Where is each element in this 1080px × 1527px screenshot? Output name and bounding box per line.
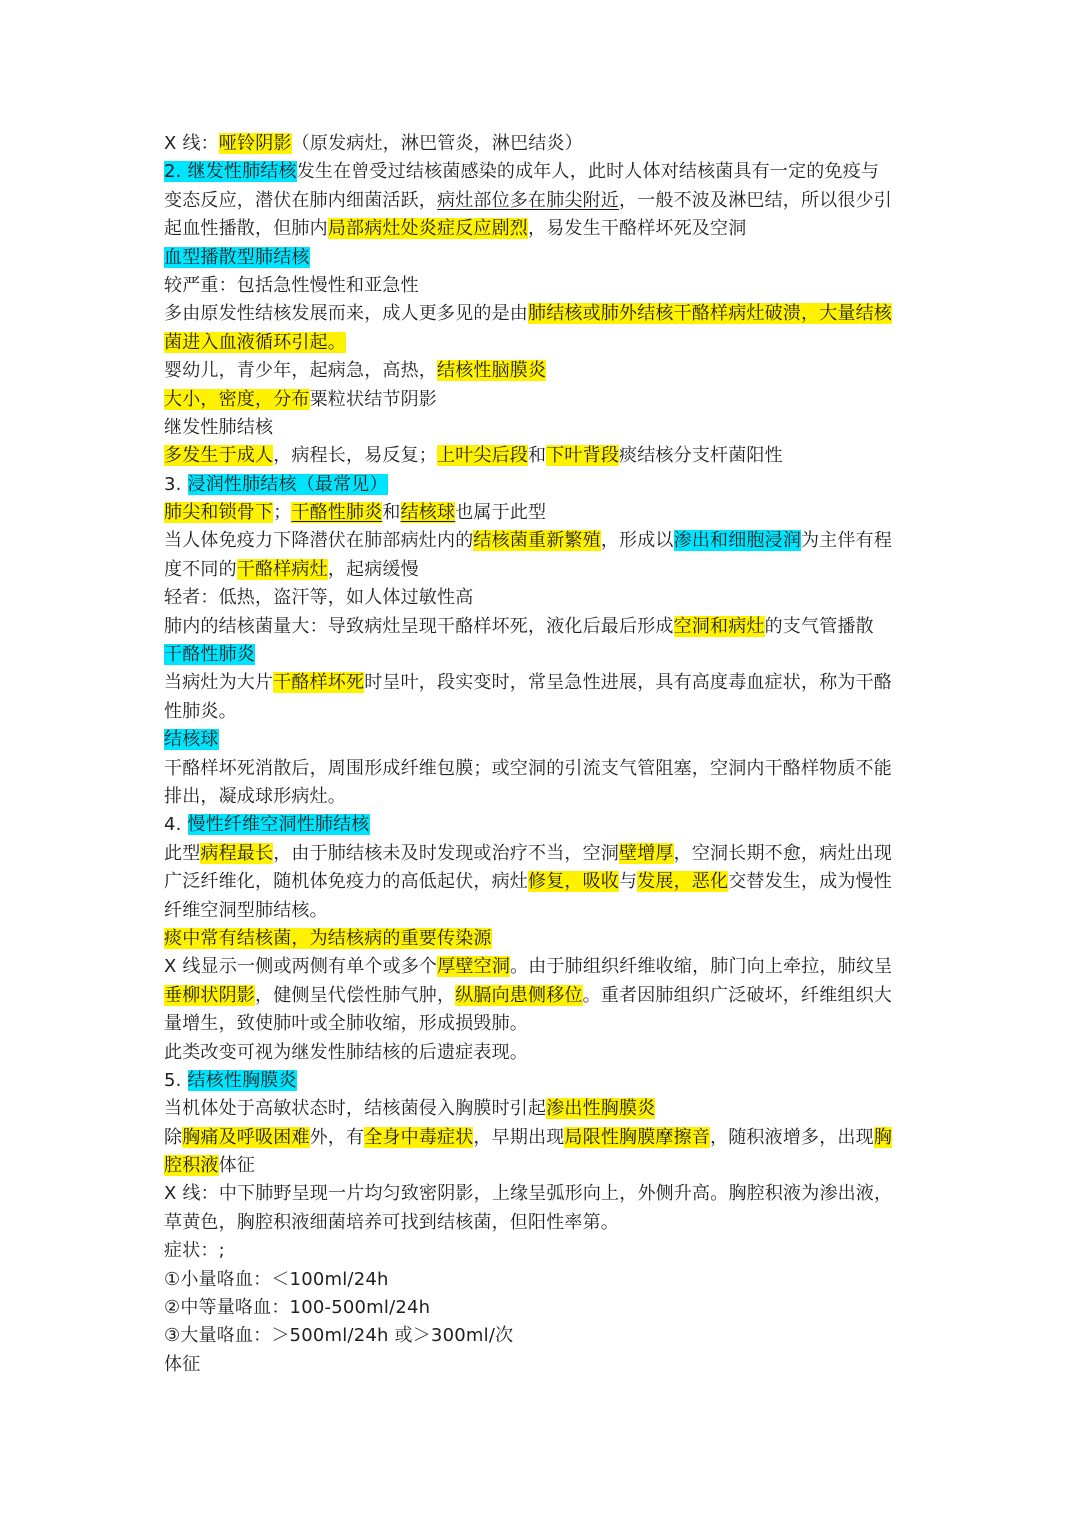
text-segment: 粟粒状结节阴影 (309, 388, 438, 410)
highlighted-text: 慢性纤维空洞性肺结核 (187, 814, 370, 836)
text-line (164, 868, 924, 896)
text-line (164, 641, 924, 669)
text-segment: 较严重：包括急性慢性和亚急性 (164, 274, 419, 296)
text-line (164, 783, 924, 811)
highlighted-text: 干酪性肺炎 (164, 644, 255, 666)
highlighted-text: 菌进入血液循环引起。 (164, 331, 346, 353)
highlighted-text: 渗出和细胞浸润 (673, 530, 802, 552)
text-line (164, 982, 924, 1010)
text-segment: 除 (164, 1126, 183, 1148)
text-segment: ，随积液增多，出现 (710, 1126, 874, 1148)
text-line (164, 897, 924, 925)
text-segment: 起血性播散，但肺内 (164, 218, 328, 240)
text-segment: 草黄色，胸腔积液细菌培养可找到结核菌，但阳性率第。 (164, 1211, 619, 1233)
text-line (164, 1039, 924, 1067)
text-segment: 度不同的 (164, 558, 237, 580)
highlighted-text: 局限性胸膜摩擦音 (564, 1126, 711, 1148)
text-segment: 此类改变可视为继发性肺结核的后遗症表现。 (164, 1041, 528, 1063)
text-line (164, 1124, 924, 1152)
text-segment: 当病灶为大片 (164, 672, 274, 694)
text-segment: ，一般不波及淋巴结，所以很少引 (619, 189, 892, 211)
text-segment: （原发病灶，淋巴管炎，淋巴结炎） (291, 133, 583, 154)
text-line (164, 953, 924, 981)
text-line (164, 130, 924, 158)
text-line (164, 215, 924, 243)
highlighted-text: 多发生于成人 (164, 445, 274, 467)
highlighted-text: 全身中毒症状 (364, 1126, 474, 1148)
text-segment: 此型 (164, 842, 201, 864)
text-segment: 为主伴有程 (801, 530, 893, 552)
text-line (164, 158, 924, 186)
text-line (164, 300, 924, 328)
text-line (164, 755, 924, 783)
text-segment: 多由原发性结核发展而来，成人更多见的是由 (164, 303, 528, 325)
text-line (164, 1095, 924, 1123)
highlighted-text: 上叶尖后段 (437, 445, 529, 467)
text-segment: ，由于肺结核未及时发现或治疗不当，空洞 (273, 842, 620, 864)
text-line (164, 1266, 924, 1294)
document-body (164, 130, 924, 1379)
highlighted-text: 下叶背段 (546, 445, 620, 467)
text-segment: 病灶部位多在肺尖附近 (437, 189, 619, 211)
text-line (164, 471, 924, 499)
text-segment: 轻者：低热，盗汗等，如人体过敏性高 (164, 587, 474, 609)
text-segment: 。由于肺组织纤维收缩，肺门向上牵拉，肺纹呈 (510, 956, 893, 978)
text-segment: 痰结核分支杆菌阳性 (619, 445, 783, 467)
highlighted-text: 局部病灶处炎症反应剧烈 (327, 218, 529, 240)
highlighted-text: 浸润性肺结核（最常见） (187, 473, 388, 495)
text-segment: 体征 (164, 1353, 201, 1375)
highlighted-text: 结核性胸膜炎 (187, 1069, 297, 1091)
text-line (164, 925, 924, 953)
text-line (164, 1152, 924, 1180)
text-segment: 纤维空洞型肺结核。 (164, 899, 328, 921)
highlighted-text: 痰中常有结核菌，为结核病的重要传染源 (164, 927, 492, 949)
highlighted-text: 垂柳状阴影 (164, 984, 255, 1006)
highlighted-text: 干酪性肺炎 (291, 502, 383, 524)
text-line (164, 1237, 924, 1265)
text-line (164, 414, 924, 442)
highlighted-text: 结核菌重新繁殖 (473, 530, 601, 552)
text-segment: 干酪样坏死消散后，周围形成纤维包膜；或空洞的引流支气管阻塞，空洞内干酪样物质不能 (164, 757, 892, 779)
text-segment: 和 (528, 445, 547, 467)
highlighted-text: 修复，吸收 (528, 871, 619, 893)
text-segment: X 线：中下肺野呈现一片均匀致密阴影，上缘呈弧形向上，外侧升高。胸腔积液为渗出液， (164, 1183, 893, 1205)
highlighted-text: 纵膈向患侧移位 (455, 984, 583, 1006)
text-segment: ，早期出现 (473, 1126, 565, 1148)
text-line (164, 1209, 924, 1237)
text-segment: 发生在曾受过结核菌感染的成年人，此时人体对结核菌具有一定的免疫与 (296, 161, 880, 183)
text-line (164, 811, 924, 839)
text-segment: 肺内的结核菌量大：导致病灶呈现干酪样坏死，液化后最后形成 (164, 615, 674, 637)
text-line (164, 442, 924, 470)
text-segment: 体征 (218, 1155, 256, 1177)
highlighted-text: 空洞和病灶 (673, 615, 765, 637)
highlighted-text: 肺结核或肺外结核干酪样病灶破溃，大量结核 (528, 303, 892, 325)
highlighted-text: 胸痛及呼吸困难 (182, 1126, 310, 1148)
highlighted-text: 病程最长 (200, 842, 274, 864)
text-line (164, 329, 924, 357)
text-segment: ，起病缓慢 (327, 558, 419, 580)
text-line (164, 840, 924, 868)
text-line (164, 272, 924, 300)
text-segment: 5. (164, 1069, 188, 1091)
text-segment: 婴幼儿，青少年，起病急，高热， (164, 360, 437, 382)
text-line (164, 187, 924, 215)
text-segment: X 线： (164, 133, 219, 154)
text-segment: 也属于此型 (455, 502, 547, 524)
text-segment: 症状：; (164, 1240, 225, 1262)
text-line (164, 1322, 924, 1350)
text-line (164, 698, 924, 726)
text-segment: 性肺炎。 (164, 700, 237, 722)
text-segment: 量增生，致使肺叶或全肺收缩，形成损毁肺。 (164, 1013, 528, 1035)
highlighted-text: 厚壁空洞 (437, 956, 511, 978)
highlighted-text: 2. 继发性肺结核 (164, 161, 297, 183)
text-line (164, 584, 924, 612)
text-segment: 和 (382, 502, 401, 524)
highlighted-text: 胸 (873, 1126, 893, 1148)
highlighted-text: 腔积液 (164, 1155, 219, 1177)
text-line (164, 556, 924, 584)
text-segment: 3. (164, 473, 188, 495)
highlighted-text: 大小，密度，分布 (164, 388, 310, 410)
text-segment: 变态反应，潜伏在肺内细菌活跃， (164, 189, 437, 211)
highlighted-text: 血型播散型肺结核 (164, 246, 310, 268)
text-line (164, 357, 924, 385)
highlighted-text: 结核球 (164, 729, 219, 751)
text-segment: 的支气管播散 (764, 615, 874, 637)
text-line (164, 1351, 924, 1379)
text-segment: ②中等量咯血：100-500ml/24h (164, 1297, 431, 1319)
highlighted-text: 结核球 (400, 502, 456, 524)
highlighted-text: 结核性脑膜炎 (437, 360, 547, 382)
text-segment: 当人体免疫力下降潜伏在肺部病灶内的 (164, 530, 474, 552)
text-segment: 与 (619, 871, 638, 893)
highlighted-text: 干酪样病灶 (236, 558, 328, 580)
text-segment: ； (273, 502, 292, 524)
text-segment: 外，有 (309, 1126, 365, 1148)
text-segment: 当机体处于高敏状态时，结核菌侵入胸膜时引起 (164, 1098, 547, 1120)
text-segment: ③大量咯血：＞500ml/24h 或＞300ml/次 (164, 1325, 514, 1347)
text-line (164, 244, 924, 272)
text-segment: 排出，凝成球形病灶。 (164, 785, 346, 807)
text-segment: 广泛纤维化，随机体免疫力的高低起伏，病灶 (164, 871, 528, 893)
highlighted-text: 肺尖和锁骨下 (164, 502, 274, 524)
text-line (164, 1294, 924, 1322)
text-segment: 交替发生，成为慢性 (728, 871, 893, 893)
text-segment: ①小量咯血：＜100ml/24h (164, 1268, 389, 1290)
text-line (164, 1010, 924, 1038)
text-segment: X 线显示一侧或两侧有单个或多个 (164, 956, 438, 978)
text-segment: 4. (164, 814, 188, 836)
text-segment: 。重者因肺组织广泛破坏，纤维组织大 (582, 984, 893, 1006)
text-segment: 继发性肺结核 (164, 416, 274, 438)
text-segment: ，病程长，易反复； (273, 445, 438, 467)
text-line (164, 726, 924, 754)
text-segment: ，易发生干酪样坏死及空洞 (528, 218, 747, 240)
text-segment: ，形成以 (600, 530, 674, 552)
text-line (164, 499, 924, 527)
text-line (164, 613, 924, 641)
text-line (164, 386, 924, 414)
highlighted-text: 渗出性胸膜炎 (546, 1098, 656, 1120)
text-segment: ，健侧呈代偿性肺气肿， (255, 984, 456, 1006)
highlighted-text: 干酪样坏死 (273, 672, 365, 694)
text-line (164, 669, 924, 697)
text-line (164, 1180, 924, 1208)
text-segment: ，空洞长期不愈，病灶出现 (673, 842, 893, 864)
text-line (164, 1067, 924, 1095)
text-segment: 时呈叶，段实变时，常呈急性进展，具有高度毒血症状，称为干酪 (364, 672, 892, 694)
highlighted-text: 发展，恶化 (637, 871, 729, 893)
highlighted-text: 壁增厚 (619, 842, 674, 864)
text-line (164, 527, 924, 555)
highlighted-text: 哑铃阴影 (218, 133, 292, 154)
